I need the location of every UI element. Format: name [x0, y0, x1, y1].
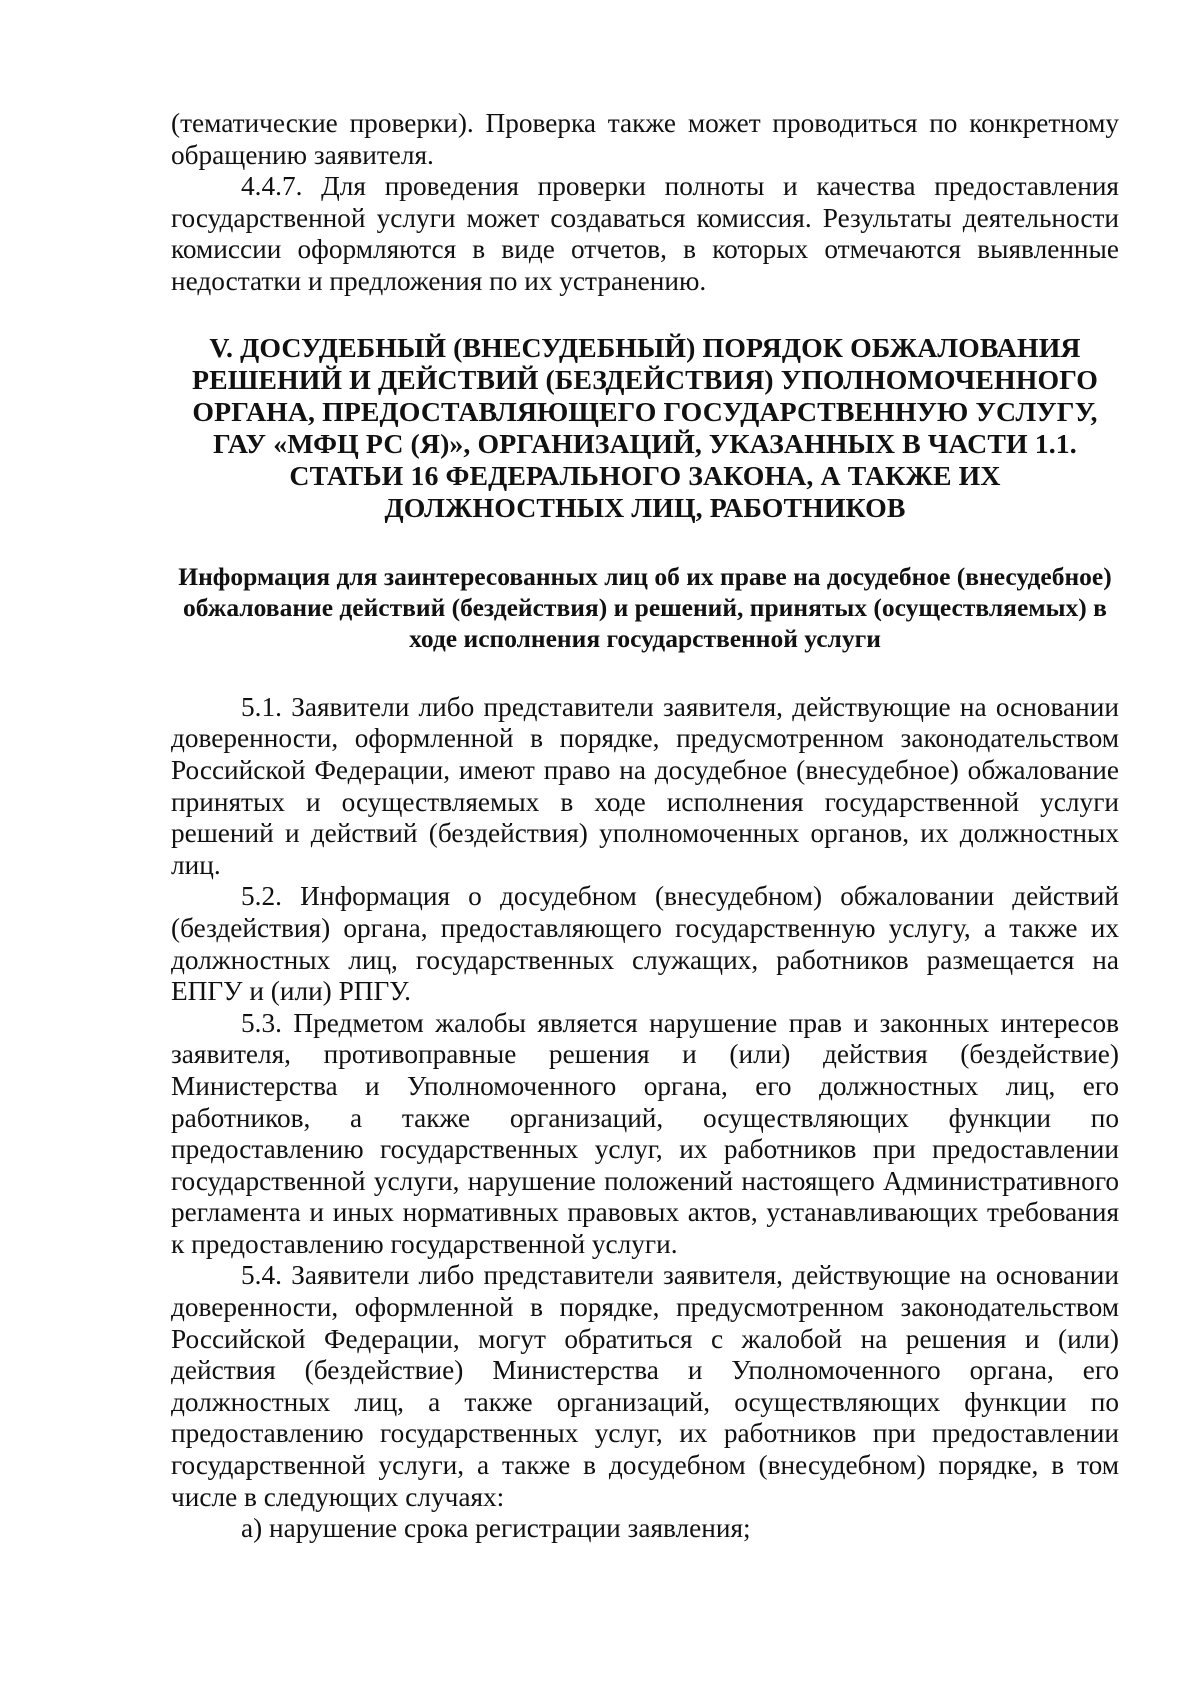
list-item-a: а) нарушение срока регистрации заявления;	[241, 1513, 751, 1544]
paragraph-5-1: 5.1. Заявители либо представители заявителя, действующие на основании доверенности, оформленной в порядке, предусмотренном законодательством Российской Федерации, имеют право на досудебное (внесудебное) обжалование принятых и осуществляемых в ходе исполнения государственной услуги решений и действий (бездействия) уполномоченных органов, их должностных лиц.	[171, 691, 1119, 880]
paragraph-5-3: 5.3. Предметом жалобы является нарушение прав и законных интересов заявителя, противоправные решения и (или) действия (бездействие) Министерства и Уполномоченного органа, его должностных лиц, его работников, а также организаций, осуществляющих функции по предоставлению государственных услуг, их работников при предоставлении государственной услуги, нарушение положений настоящего Административного регламента и иных нормативных правовых актов, устанавливающих требования к предоставлению государственной услуги.	[171, 1007, 1119, 1259]
section-v-title: V. ДОСУДЕБНЫЙ (ВНЕСУДЕБНЫЙ) ПОРЯДОК ОБЖАЛОВАНИЯ РЕШЕНИЙ И ДЕЙСТВИЙ (БЕЗДЕЙСТВИЯ) УПОЛНОМОЧЕННОГО ОРГАНА, ПРЕДОСТАВЛЯЮЩЕГО ГОСУДАРСТВЕННУЮ УСЛУГУ, ГАУ «МФЦ РС (Я)», ОРГАНИЗАЦИЙ, УКАЗАННЫХ В ЧАСТИ 1.1. СТАТЬИ 16 ФЕДЕРАЛЬНОГО ЗАКОНА, А ТАКЖЕ ИХ ДОЛЖНОСТНЫХ ЛИЦ, РАБОТНИКОВ	[191, 332, 1099, 524]
paragraph-5-4: 5.4. Заявители либо представители заявителя, действующие на основании доверенности, оформленной в порядке, предусмотренном законодательством Российской Федерации, могут обратиться с жалобой на решения и (или) действия (бездействие) Министерства и Уполномоченного органа, его должностных лиц, а также организаций, осуществляющих функции по предоставлению государственных услуг, их работников при предоставлении государственной услуги, а также в досудебном (внесудебном) порядке, в том числе в следующих случаях:	[171, 1260, 1119, 1512]
subsection-title: Информация для заинтересованных лиц об их праве на досудебное (внесудебное) обжалование действий (бездействия) и решений, принятых (осуществляемых) в ходе исполнения государственной услуги	[178, 561, 1112, 654]
document-page	[171, 108, 1119, 1545]
paragraph-4-4-7: 4.4.7. Для проведения проверки полноты и качества предоставления государственной услуги может создаваться комиссия. Результаты деятельности комиссии оформляются в виде отчетов, в которых отмечаются выявленные недостатки и предложения по их устранению.	[171, 171, 1119, 296]
paragraph-5-2: 5.2. Информация о досудебном (внесудебном) обжаловании действий (бездействия) органа, предоставляющего государственную услугу, а также их должностных лиц, государственных служащих, работников размещается на ЕПГУ и (или) РПГУ.	[171, 881, 1119, 1007]
intro-paragraph: (тематические проверки). Проверка также может проводиться по конкретному обращению заявителя.	[171, 108, 1119, 170]
